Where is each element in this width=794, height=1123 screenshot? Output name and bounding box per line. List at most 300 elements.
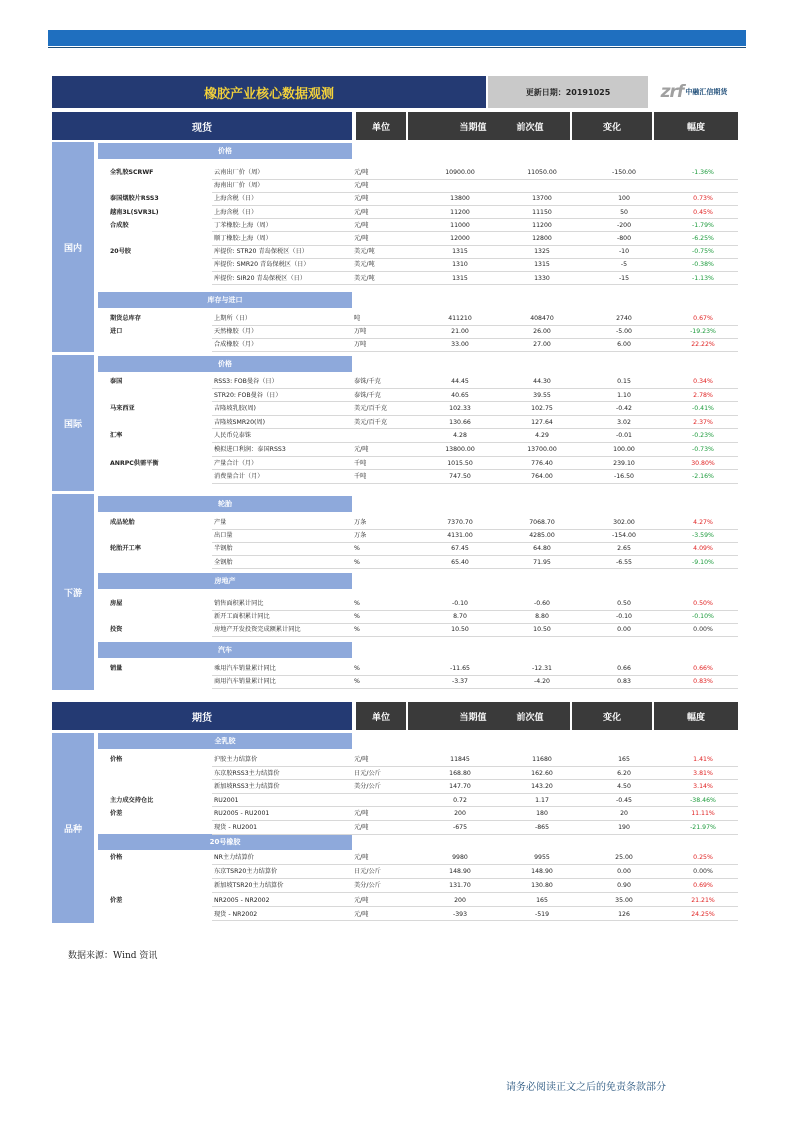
cell-cur: 147.70 [449, 783, 471, 791]
cell-unit: 万条 [354, 519, 367, 526]
cell-unit: 元/吨 [354, 910, 369, 918]
cell-chg: -0.01 [615, 432, 632, 440]
cell-pct: 4.09% [693, 545, 713, 553]
cell-pct: 24.25% [691, 910, 715, 918]
row-divider [212, 636, 738, 637]
cell-prev: -0.60 [533, 600, 550, 607]
cell-pct: 0.50% [693, 600, 713, 607]
cell-item: 库提价: STR20 青岛保税区（日） [214, 248, 308, 256]
cell-item: 吉隆坡乳胶(周) [214, 405, 256, 413]
row-divider [212, 568, 738, 569]
header-current: 当期值 [408, 112, 538, 140]
cell-unit [354, 429, 418, 442]
cell-pct: 0.83% [693, 678, 713, 686]
cell-cur: 0.72 [453, 796, 467, 804]
cell-item: 消费量合计（月） [214, 473, 264, 481]
cell-cat: 投资 [110, 626, 123, 634]
cell-unit: 元/吨 [354, 182, 369, 190]
cell-cur: 21.00 [451, 328, 469, 336]
table-row [98, 258, 738, 271]
cell-cur: 148.90 [449, 868, 471, 876]
cell-item: RU2001 [214, 796, 239, 804]
table-row [98, 312, 738, 325]
cell-pct: -21.97% [690, 824, 716, 831]
cell-cur: 200 [454, 896, 466, 904]
cell-cur: 65.40 [451, 558, 469, 566]
cell-prev: -4.20 [533, 678, 550, 686]
table-row [98, 851, 738, 864]
cell-chg: 100.00 [613, 446, 635, 453]
table-row [98, 429, 738, 442]
cell-chg [584, 179, 664, 192]
header-current: 当期值 [408, 702, 538, 730]
cell-cat: 价格 [110, 854, 123, 861]
cell-unit: 千吨 [354, 459, 367, 467]
cell-pct: 11.11% [691, 810, 715, 818]
cell-cur: 11000 [450, 221, 470, 229]
table-row [98, 206, 738, 219]
row-divider [212, 284, 738, 285]
table-row [98, 166, 738, 179]
cell-cur: 44.45 [451, 378, 469, 385]
cell-cat: 价格 [110, 756, 123, 763]
cell-item: 商用汽车销量累计同比 [214, 678, 276, 686]
cell-unit: 万条 [354, 532, 367, 540]
section-whole-milk: 全乳胶 [98, 733, 352, 749]
cell-cur: -393 [452, 910, 468, 918]
header-spot: 现货 [52, 112, 352, 140]
cell-pct: 0.25% [693, 854, 713, 861]
table-row [98, 192, 738, 205]
cell-chg: 302.00 [613, 519, 635, 526]
cell-item: 上海含税（日） [214, 195, 258, 203]
cell-prev: 165 [536, 896, 548, 904]
cell-cur: 4.28 [453, 432, 467, 440]
cell-chg: -800 [616, 235, 632, 242]
cell-cat: 期货总库存 [110, 315, 141, 322]
cell-pct: -0.73% [692, 446, 714, 453]
cell-item: 全钢胎 [214, 558, 233, 566]
section-tyre: 轮胎 [98, 496, 352, 512]
cell-chg: -0.10 [615, 613, 632, 621]
update-date: 更新日期：20191025 [488, 76, 648, 108]
cell-cat: 价差 [110, 810, 123, 818]
cell-chg: 100 [618, 195, 630, 203]
table-row [98, 443, 738, 456]
cell-item: RU2005 - RU2001 [214, 810, 270, 818]
cell-prev: 162.60 [531, 769, 553, 777]
cell-chg: 0.66 [617, 665, 631, 672]
table-row [98, 457, 738, 470]
cell-prev: 71.95 [533, 558, 551, 566]
cell-item: 东京TSR20主力结算价 [214, 868, 278, 876]
cell-unit: 日元/公斤 [354, 769, 381, 777]
cell-unit: 元/吨 [354, 195, 369, 203]
cell-item: 现货 - RU2001 [214, 824, 258, 831]
table-row [98, 675, 738, 688]
top-band [48, 30, 746, 46]
cell-chg: -15 [618, 274, 630, 282]
table-row [98, 865, 738, 878]
section-inventory: 库存与进口 [98, 292, 352, 308]
cell-unit: 美分/公斤 [354, 882, 381, 890]
cell-prev: -12.31 [532, 665, 552, 672]
cell-prev: 1.17 [535, 796, 549, 804]
header-percent: 幅度 [654, 112, 738, 140]
cell-unit: 美元/百千克 [354, 418, 388, 426]
table-row [98, 753, 738, 766]
cell-unit: 元/吨 [354, 446, 369, 453]
cell-prev: 1330 [534, 274, 550, 282]
data-source: 数据来源：Wind 资讯 [68, 951, 158, 961]
cell-chg: -0.45 [615, 796, 632, 804]
cell-pct: -38.46% [690, 796, 716, 804]
cell-cat: 轮胎开工率 [110, 545, 141, 553]
cell-item: 新加坡RSS3主力结算价 [214, 783, 280, 791]
cell-item: 合成橡胶（月） [214, 341, 258, 349]
cell-unit: 美分/公斤 [354, 783, 381, 791]
cell-pct: 1.41% [693, 756, 713, 763]
table-row [98, 767, 738, 780]
header-previous: 前次值 [490, 112, 570, 140]
cell-chg: -5.00 [615, 328, 632, 336]
cell-unit: % [354, 665, 360, 672]
cell-cur: 102.33 [449, 405, 471, 413]
cell-chg: 4.50 [617, 783, 631, 791]
cell-chg: 1.10 [617, 391, 631, 399]
logo-mark: zrf [660, 82, 684, 102]
cell-prev: 9955 [534, 854, 550, 861]
cell-item: 上期所（日） [214, 315, 252, 322]
cell-unit: % [354, 613, 360, 621]
cell-prev: 148.90 [531, 868, 553, 876]
cell-cur: 12000 [450, 235, 470, 242]
cell-cur: 13800 [450, 195, 470, 203]
cell-cur: 11200 [450, 208, 470, 216]
cell-item: 丁苯橡胶:上海（周） [214, 221, 272, 229]
cell-item: 产量合计（月） [214, 459, 258, 467]
row-divider [212, 688, 738, 689]
table-row [98, 556, 738, 569]
group-variety: 品种 [52, 733, 94, 923]
cell-prev [502, 179, 582, 192]
cell-chg: 0.83 [617, 678, 631, 686]
cell-unit: 元/吨 [354, 810, 369, 818]
cell-item: NR主力结算价 [214, 854, 254, 861]
top-rule [48, 47, 746, 48]
cell-cat: 成品轮胎 [110, 519, 135, 526]
table-row [98, 516, 738, 529]
cell-item: 新加坡TSR20主力结算价 [214, 882, 284, 890]
cell-item: 库提价: SMR20 青岛保税区（日） [214, 261, 310, 269]
cell-unit: 吨 [354, 315, 361, 322]
cell-prev: 408470 [530, 315, 554, 322]
cell-prev: 11680 [532, 756, 552, 763]
cell-item: 顺丁橡胶:上海（周） [214, 235, 272, 242]
cell-cat: 全乳胶SCRWF [110, 169, 154, 176]
group-domestic: 国内 [52, 142, 94, 352]
cell-prev: 11150 [532, 208, 552, 216]
cell-prev: -519 [534, 910, 550, 918]
cell-cat: 销量 [110, 665, 123, 672]
cell-prev: 39.55 [533, 391, 551, 399]
cell-cur: 411210 [448, 315, 472, 322]
cell-cur: 67.45 [451, 545, 469, 553]
cell-cur: 9980 [452, 854, 468, 861]
table-row [98, 780, 738, 793]
cell-chg: 0.90 [617, 882, 631, 890]
cell-item: 销售面积累计同比 [214, 600, 264, 607]
cell-cur: -0.10 [451, 600, 468, 607]
cell-cat: 泰国 [110, 378, 123, 385]
cell-prev: 130.80 [531, 882, 553, 890]
table-row [98, 542, 738, 555]
cell-cat: 20号胶 [110, 248, 131, 256]
table-row [98, 610, 738, 623]
table-row [98, 416, 738, 429]
cell-pct: 0.67% [693, 315, 713, 322]
cell-item: 半钢胎 [214, 545, 233, 553]
cell-pct: 0.34% [693, 378, 713, 385]
cell-item: 沪胶主力结算价 [214, 756, 258, 763]
cell-item: 模拟进口利润：泰国RSS3 [214, 446, 286, 453]
cell-prev: 11050.00 [527, 169, 557, 176]
cell-cat: 汇率 [110, 432, 123, 440]
cell-prev: 11200 [532, 221, 552, 229]
cell-item: 库提价: SIR20 青岛保税区（日） [214, 274, 307, 282]
cell-chg: 0.15 [617, 378, 631, 385]
cell-prev: 7068.70 [529, 519, 555, 526]
cell-pct: 22.22% [691, 341, 715, 349]
cell-item: STR20: FOB曼谷（日） [214, 391, 282, 399]
title-row [52, 76, 738, 108]
cell-cur: 7370.70 [447, 519, 473, 526]
cell-prev: 127.64 [531, 418, 553, 426]
cell-prev: 1325 [534, 248, 550, 256]
cell-unit: 元/吨 [354, 896, 369, 904]
row-divider [212, 351, 738, 352]
cell-cur: 13800.00 [445, 446, 475, 453]
cell-unit: % [354, 600, 360, 607]
cell-unit: 万吨 [354, 328, 367, 336]
group-international: 国际 [52, 355, 94, 491]
header-previous: 前次值 [490, 702, 570, 730]
cell-cat: 主力成交持仓比 [110, 796, 154, 804]
cell-cat: 价差 [110, 896, 123, 904]
table-row [98, 879, 738, 892]
cell-cat: 房屋 [110, 600, 123, 607]
cell-unit: 元/吨 [354, 854, 369, 861]
cell-item: 云南出厂价（周） [214, 169, 264, 176]
cell-chg: 2740 [616, 315, 632, 322]
cell-pct: -1.36% [692, 169, 714, 176]
cell-item: 上海含税（日） [214, 208, 258, 216]
cell-unit: % [354, 558, 360, 566]
cell-unit: 泰铢/千克 [354, 378, 381, 385]
section-realestate: 房地产 [98, 573, 352, 589]
cell-prev: 12800 [532, 235, 552, 242]
cell-item: 现货 - NR2002 [214, 910, 258, 918]
row-divider [212, 834, 738, 835]
cell-unit: % [354, 626, 360, 634]
cell-cur: 200 [454, 810, 466, 818]
cell-cur: -675 [452, 824, 468, 831]
cell-chg: -0.42 [615, 405, 632, 413]
cell-unit: 泰铢/千克 [354, 391, 381, 399]
section-nr20: 20号橡胶 [98, 834, 352, 850]
cell-chg: -150.00 [612, 169, 636, 176]
cell-item: 海南出厂价（周） [214, 182, 264, 190]
cell-chg: 20 [620, 810, 628, 818]
cell-pct: 0.73% [693, 195, 713, 203]
cell-chg: 0.50 [617, 600, 631, 607]
table-row [98, 597, 738, 610]
cell-unit: % [354, 545, 360, 553]
row-divider [212, 920, 738, 921]
table-row [98, 529, 738, 542]
cell-cur: 131.70 [449, 882, 471, 890]
cell-pct: 0.00% [693, 868, 713, 876]
header-percent: 幅度 [654, 702, 738, 730]
cell-pct: -0.75% [692, 248, 714, 256]
logo-text: 中融汇信期货 [685, 88, 728, 96]
table-row [98, 272, 738, 285]
table-row [98, 794, 738, 807]
cell-chg: 25.00 [615, 854, 633, 861]
cell-cur [420, 179, 500, 192]
cell-chg: 0.00 [617, 868, 631, 876]
table-row [98, 662, 738, 675]
cell-chg: 165 [618, 756, 630, 763]
cell-unit: 日元/公斤 [354, 868, 381, 876]
cell-pct: -2.16% [692, 473, 714, 481]
cell-cur: 1015.50 [447, 459, 473, 467]
header-unit: 单位 [356, 702, 406, 730]
cell-cur: 1315 [452, 274, 468, 282]
cell-pct: 0.45% [693, 208, 713, 216]
cell-chg: 3.02 [617, 418, 631, 426]
group-downstream: 下游 [52, 494, 94, 690]
cell-unit: 元/吨 [354, 208, 369, 216]
cell-prev: 13700 [532, 195, 552, 203]
cell-cur: 747.50 [449, 473, 471, 481]
table-row [98, 389, 738, 402]
table-row [98, 821, 738, 834]
cell-pct: -0.10% [692, 613, 714, 621]
cell-prev: 13700.00 [527, 446, 557, 453]
cell-pct: -1.79% [692, 221, 714, 229]
cell-unit: 元/吨 [354, 221, 369, 229]
table-row [98, 402, 738, 415]
cell-chg: -200 [616, 221, 632, 229]
cell-prev: 143.20 [531, 783, 553, 791]
table-row [98, 179, 738, 192]
cell-unit: 美元/吨 [354, 274, 375, 282]
cell-pct: -0.41% [692, 405, 714, 413]
cell-chg: 50 [620, 208, 628, 216]
cell-prev: -865 [534, 824, 550, 831]
cell-unit: 元/吨 [354, 756, 369, 763]
cell-cur: 40.65 [451, 391, 469, 399]
cell-cur: 1310 [452, 261, 468, 269]
cell-pct: -6.25% [692, 235, 714, 242]
cell-prev: 26.00 [533, 328, 551, 336]
cell-chg: -154.00 [612, 532, 636, 540]
cell-pct: 30.80% [691, 459, 715, 467]
cell-prev: 776.40 [531, 459, 553, 467]
cell-chg: 6.00 [617, 341, 631, 349]
cell-unit: 元/吨 [354, 824, 369, 831]
cell-pct: -0.23% [692, 432, 714, 440]
section-auto: 汽车 [98, 642, 352, 658]
cell-cur: 10900.00 [445, 169, 475, 176]
table-row [98, 908, 738, 921]
table-row [98, 245, 738, 258]
cell-cur: 168.80 [449, 769, 471, 777]
cell-unit: % [354, 678, 360, 686]
cell-prev: 764.00 [531, 473, 553, 481]
cell-pct: -1.13% [692, 274, 714, 282]
cell-unit [354, 794, 418, 807]
cell-chg: -16.50 [614, 473, 634, 481]
header-change: 变化 [572, 702, 652, 730]
cell-unit: 元/吨 [354, 169, 369, 176]
cell-chg: 239.10 [613, 459, 635, 467]
cell-cur: -3.37 [451, 678, 468, 686]
cell-pct: 2.37% [693, 418, 713, 426]
row-divider [212, 483, 738, 484]
section-price: 价格 [98, 143, 352, 159]
cell-cat: 越南3L(SVR3L) [110, 208, 159, 216]
cell-pct: -0.38% [692, 261, 714, 269]
header-futures: 期货 [52, 702, 352, 730]
cell-cat: 泰国烟胶片RSS3 [110, 195, 159, 203]
cell-prev: 102.75 [531, 405, 553, 413]
table-row [98, 470, 738, 483]
cell-chg: 0.00 [617, 626, 631, 634]
table-row [98, 219, 738, 232]
table-row [98, 375, 738, 388]
header-change: 变化 [572, 112, 652, 140]
cell-cat: 进口 [110, 328, 123, 336]
cell-unit: 元/吨 [354, 235, 369, 242]
cell-unit: 美元/吨 [354, 248, 375, 256]
table-row [98, 894, 738, 907]
cell-cur: 33.00 [451, 341, 469, 349]
cell-chg: -5 [620, 261, 628, 269]
company-logo [650, 76, 738, 108]
cell-item: 产量 [214, 519, 227, 526]
cell-prev: 64.80 [533, 545, 551, 553]
cell-chg: 6.20 [617, 769, 631, 777]
cell-cat: 合成胶 [110, 221, 129, 229]
cell-prev: 27.00 [533, 341, 551, 349]
cell-item: 东京胶RSS3主力结算价 [214, 769, 280, 777]
cell-item: 新开工面积累计同比 [214, 613, 270, 621]
cell-chg: 35.00 [615, 896, 633, 904]
cell-chg: 126 [618, 910, 630, 918]
cell-pct: 0.69% [693, 882, 713, 890]
cell-item: 人民币兑泰铢 [214, 432, 252, 440]
cell-chg: -10 [618, 248, 630, 256]
cell-pct: 4.27% [693, 519, 713, 526]
cell-prev: 4.29 [535, 432, 549, 440]
cell-chg: 2.65 [617, 545, 631, 553]
table-row [98, 232, 738, 245]
cell-prev: 1315 [534, 261, 550, 269]
cell-chg: -6.55 [615, 558, 632, 566]
cell-pct: 0.66% [693, 665, 713, 672]
